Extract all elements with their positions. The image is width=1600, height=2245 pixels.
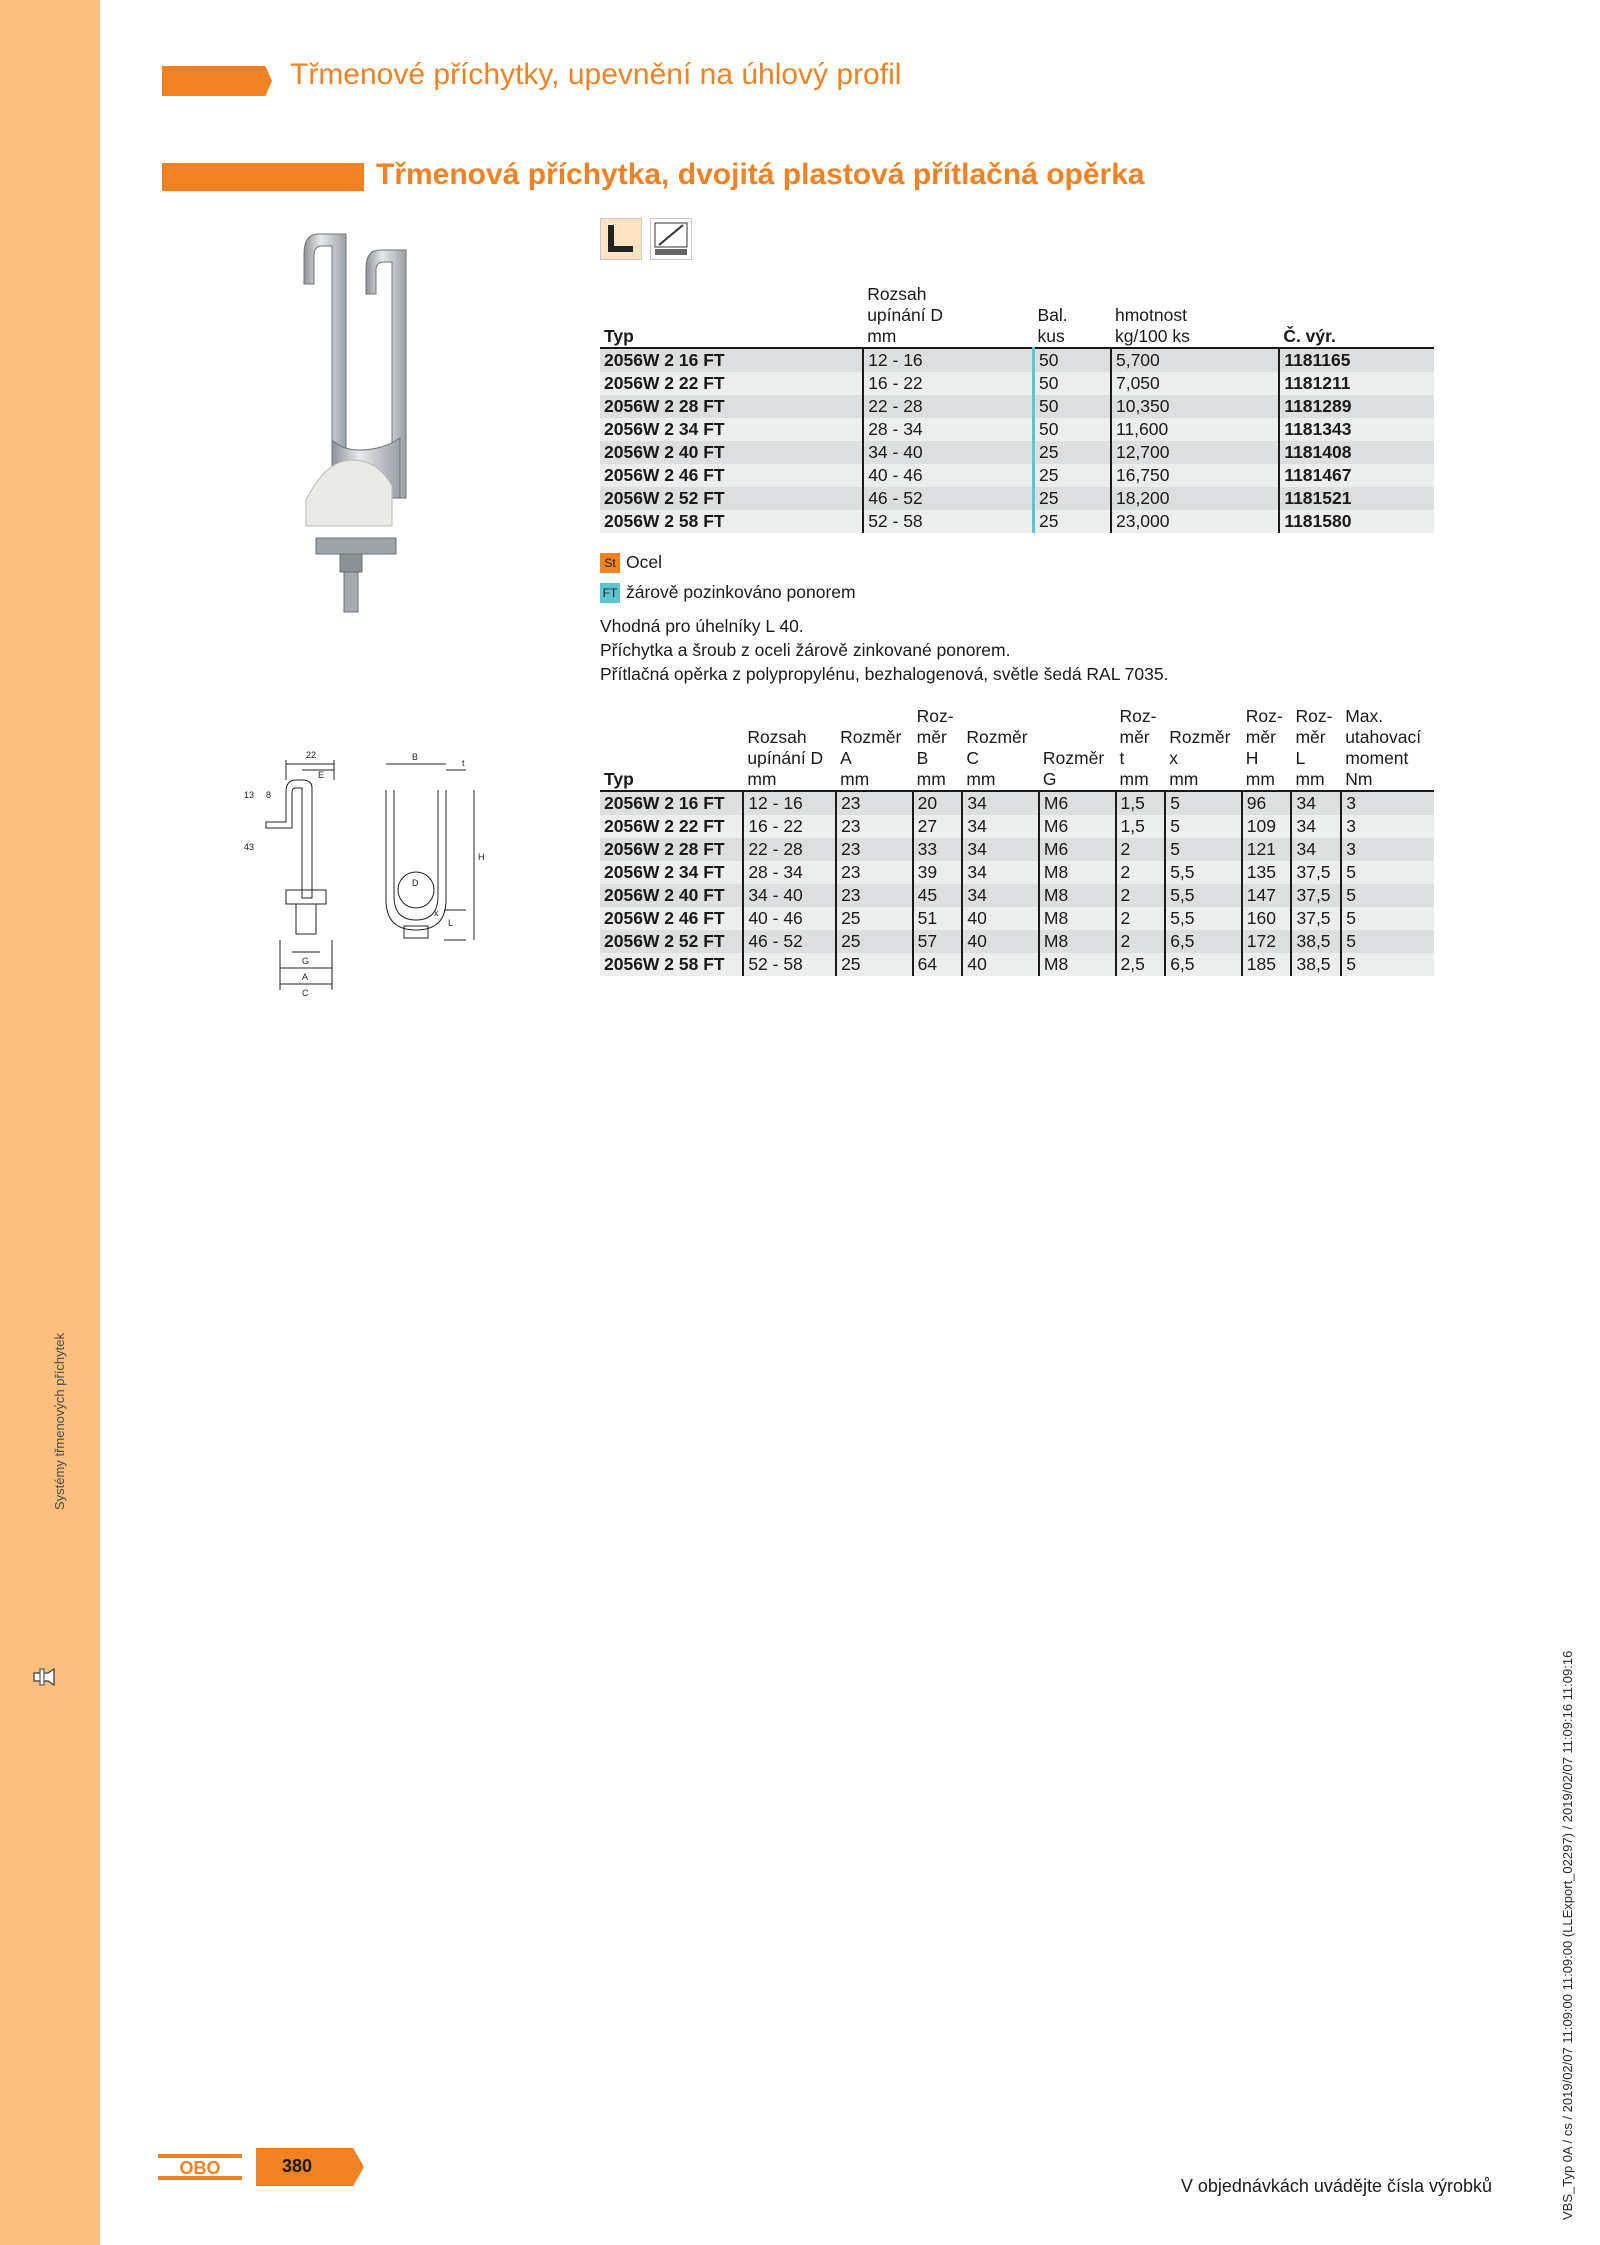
legend-chip-st: St <box>600 553 620 573</box>
product-photo <box>270 220 430 620</box>
col-a: Rozměr A mm <box>836 706 913 791</box>
dim-label-d: D <box>412 878 419 888</box>
cell-d: 40 - 46 <box>743 907 836 930</box>
cell-t: 2 <box>1116 838 1166 861</box>
cell-bal: 50 <box>1034 395 1111 418</box>
cell-x: 6,5 <box>1165 953 1242 976</box>
cell-hmotnost: 11,600 <box>1111 418 1279 441</box>
cell-bal: 50 <box>1034 372 1111 395</box>
legend-ft <box>600 582 856 603</box>
cell-h: 135 <box>1242 861 1292 884</box>
dimension-table <box>600 706 1434 976</box>
legend-label-ft: žárově pozinkováno ponorem <box>626 582 856 602</box>
cell-a: 23 <box>836 861 913 884</box>
table-row <box>600 953 1434 976</box>
cell-c: 34 <box>962 791 1039 815</box>
table-row <box>600 838 1434 861</box>
col-l: Roz- měr L mm <box>1291 706 1341 791</box>
cell-rozsah: 40 - 46 <box>863 464 1033 487</box>
legend-label-st: Ocel <box>626 552 662 572</box>
note-line: Vhodná pro úhelníky L 40. <box>600 616 804 636</box>
cell-g: M8 <box>1039 930 1116 953</box>
dim-label-l: L <box>448 918 454 928</box>
dim-label-t: t <box>462 758 465 768</box>
cell-b: 57 <box>913 930 963 953</box>
col-b: Roz- měr B mm <box>913 706 963 791</box>
cell-bal: 25 <box>1034 464 1111 487</box>
cell-t: 2 <box>1116 884 1166 907</box>
table-row <box>600 395 1434 418</box>
cell-m: 5 <box>1341 861 1434 884</box>
cell-d: 12 - 16 <box>743 791 836 815</box>
cell-g: M8 <box>1039 861 1116 884</box>
table-row <box>600 348 1434 372</box>
cell-a: 25 <box>836 907 913 930</box>
cell-m: 3 <box>1341 815 1434 838</box>
product-notes <box>600 614 1168 686</box>
cell-c: 40 <box>962 930 1039 953</box>
cell-typ: 2056W 2 28 FT <box>600 838 743 861</box>
cell-typ: 2056W 2 16 FT <box>600 348 863 372</box>
cell-x: 5 <box>1165 791 1242 815</box>
cell-d: 52 - 58 <box>743 953 836 976</box>
table-row <box>600 884 1434 907</box>
cell-x: 5 <box>1165 815 1242 838</box>
cell-bal: 25 <box>1034 441 1111 464</box>
dim-label-g: G <box>302 956 310 966</box>
cell-m: 5 <box>1341 930 1434 953</box>
dim-label-e: E <box>318 770 325 780</box>
sidebar <box>0 0 100 2245</box>
cell-m: 5 <box>1341 907 1434 930</box>
table-row <box>600 861 1434 884</box>
cell-b: 27 <box>913 815 963 838</box>
table-row <box>600 464 1434 487</box>
col-cislo: Č. výr. <box>1279 284 1434 348</box>
cell-d: 46 - 52 <box>743 930 836 953</box>
cell-l: 37,5 <box>1291 884 1341 907</box>
legend-chip-ft: FT <box>600 583 620 603</box>
note-line: Přítlačná opěrka z polypropylénu, bezhalogenová, světle šedá RAL 7035. <box>600 664 1169 684</box>
cell-rozsah: 12 - 16 <box>863 348 1033 372</box>
cell-hmotnost: 16,750 <box>1111 464 1279 487</box>
cell-c: 34 <box>962 838 1039 861</box>
cell-g: M6 <box>1039 815 1116 838</box>
cell-d: 22 - 28 <box>743 838 836 861</box>
cell-t: 1,5 <box>1116 815 1166 838</box>
cell-g: M8 <box>1039 907 1116 930</box>
cell-typ: 2056W 2 46 FT <box>600 464 863 487</box>
col-c: Rozměr C mm <box>962 706 1039 791</box>
cell-rozsah: 46 - 52 <box>863 487 1033 510</box>
cell-rozsah: 34 - 40 <box>863 441 1033 464</box>
cell-h: 96 <box>1242 791 1292 815</box>
dim-label-a: A <box>302 972 309 982</box>
cell-l: 34 <box>1291 791 1341 815</box>
cell-l: 38,5 <box>1291 930 1341 953</box>
cell-hmotnost: 7,050 <box>1111 372 1279 395</box>
cell-typ: 2056W 2 34 FT <box>600 861 743 884</box>
angle-profile-icon <box>600 218 642 260</box>
cell-hmotnost: 18,200 <box>1111 487 1279 510</box>
col-m: Max. utahovací moment Nm <box>1341 706 1434 791</box>
cell-a: 23 <box>836 815 913 838</box>
svg-text:OBO: OBO <box>179 2158 221 2178</box>
cell-bal: 25 <box>1034 510 1111 533</box>
export-meta: VBS_Typ 0A / cs / 2019/02/07 11:09:00 11:09:00 (LLExport_02297) / 2019/02/07 11:09:16 11:09:16 <box>1560 1650 1575 2220</box>
legend-st <box>600 552 662 573</box>
cell-h: 185 <box>1242 953 1292 976</box>
technical-drawing <box>236 740 486 1010</box>
dim-label-22: 22 <box>306 750 317 760</box>
sidebar-label: Systémy třmenových příchytek <box>52 1333 67 1510</box>
order-table <box>600 284 1434 533</box>
cell-x: 5,5 <box>1165 861 1242 884</box>
cell-typ: 2056W 2 28 FT <box>600 395 863 418</box>
cell-l: 34 <box>1291 815 1341 838</box>
cell-typ: 2056W 2 52 FT <box>600 487 863 510</box>
cell-h: 160 <box>1242 907 1292 930</box>
cell-a: 25 <box>836 953 913 976</box>
cell-cislo: 1181580 <box>1279 510 1434 533</box>
cell-x: 5 <box>1165 838 1242 861</box>
page-title: Třmenové příchytky, upevnění na úhlový profil <box>290 58 902 91</box>
col-rozsah: Rozsah upínání D mm <box>863 284 1033 348</box>
cell-rozsah: 52 - 58 <box>863 510 1033 533</box>
cell-cislo: 1181165 <box>1279 348 1434 372</box>
col-rozsah: Rozsah upínání D mm <box>743 706 836 791</box>
cell-cislo: 1181343 <box>1279 418 1434 441</box>
cell-g: M8 <box>1039 884 1116 907</box>
cell-typ: 2056W 2 52 FT <box>600 930 743 953</box>
cell-m: 3 <box>1341 838 1434 861</box>
cell-x: 5,5 <box>1165 884 1242 907</box>
cell-typ: 2056W 2 16 FT <box>600 791 743 815</box>
cell-typ: 2056W 2 22 FT <box>600 815 743 838</box>
cell-typ: 2056W 2 40 FT <box>600 441 863 464</box>
cell-typ: 2056W 2 46 FT <box>600 907 743 930</box>
dim-label-b: B <box>412 752 419 762</box>
cell-cislo: 1181521 <box>1279 487 1434 510</box>
col-bal: Bal. kus <box>1034 284 1111 348</box>
cell-a: 23 <box>836 838 913 861</box>
cell-a: 25 <box>836 930 913 953</box>
cell-g: M6 <box>1039 838 1116 861</box>
col-x: Rozměr x mm <box>1165 706 1242 791</box>
cell-t: 2 <box>1116 907 1166 930</box>
product-accent-bar <box>162 163 364 191</box>
cell-b: 33 <box>913 838 963 861</box>
cell-l: 34 <box>1291 838 1341 861</box>
cell-bal: 50 <box>1034 348 1111 372</box>
cell-g: M6 <box>1039 791 1116 815</box>
table-row <box>600 907 1434 930</box>
cell-hmotnost: 5,700 <box>1111 348 1279 372</box>
col-typ: Typ <box>600 284 863 348</box>
cell-d: 28 - 34 <box>743 861 836 884</box>
dim-label-13: 13 <box>244 790 255 800</box>
cell-rozsah: 28 - 34 <box>863 418 1033 441</box>
cell-typ: 2056W 2 34 FT <box>600 418 863 441</box>
cell-h: 172 <box>1242 930 1292 953</box>
cell-x: 6,5 <box>1165 930 1242 953</box>
cell-m: 5 <box>1341 884 1434 907</box>
table-row <box>600 815 1434 838</box>
dim-label-8: 8 <box>266 790 272 800</box>
cell-bal: 25 <box>1034 487 1111 510</box>
table-row <box>600 791 1434 815</box>
cell-c: 40 <box>962 953 1039 976</box>
col-typ: Typ <box>600 706 743 791</box>
halogen-free-icon <box>650 218 692 260</box>
cell-m: 3 <box>1341 791 1434 815</box>
cell-a: 23 <box>836 884 913 907</box>
cell-l: 37,5 <box>1291 861 1341 884</box>
table-row <box>600 441 1434 464</box>
col-g: Rozměr G <box>1039 706 1116 791</box>
table-row <box>600 487 1434 510</box>
property-icons <box>600 218 692 260</box>
header-accent-bar <box>162 66 272 96</box>
cell-b: 64 <box>913 953 963 976</box>
cell-h: 147 <box>1242 884 1292 907</box>
dim-label-c: C <box>302 988 309 998</box>
cell-bal: 50 <box>1034 418 1111 441</box>
cell-typ: 2056W 2 58 FT <box>600 953 743 976</box>
cell-cislo: 1181467 <box>1279 464 1434 487</box>
col-hmotnost: hmotnost kg/100 ks <box>1111 284 1279 348</box>
cell-rozsah: 22 - 28 <box>863 395 1033 418</box>
obo-logo <box>158 2152 242 2187</box>
cell-a: 23 <box>836 791 913 815</box>
cell-t: 1,5 <box>1116 791 1166 815</box>
col-h: Roz- měr H mm <box>1242 706 1292 791</box>
cell-hmotnost: 23,000 <box>1111 510 1279 533</box>
note-line: Příchytka a šroub z oceli žárově zinkované ponorem. <box>600 640 1011 660</box>
cell-cislo: 1181289 <box>1279 395 1434 418</box>
cell-c: 40 <box>962 907 1039 930</box>
cell-x: 5,5 <box>1165 907 1242 930</box>
table-row <box>600 510 1434 533</box>
table-row <box>600 372 1434 395</box>
cell-rozsah: 16 - 22 <box>863 372 1033 395</box>
cell-typ: 2056W 2 22 FT <box>600 372 863 395</box>
dim-label-h: H <box>478 852 485 862</box>
cell-l: 38,5 <box>1291 953 1341 976</box>
table-row <box>600 930 1434 953</box>
cell-d: 16 - 22 <box>743 815 836 838</box>
product-title: Třmenová příchytka, dvojitá plastová přítlačná opěrka <box>376 158 1145 191</box>
cell-c: 34 <box>962 861 1039 884</box>
cell-t: 2 <box>1116 861 1166 884</box>
cell-b: 45 <box>913 884 963 907</box>
page-number: 380 <box>282 2156 313 2176</box>
cell-b: 39 <box>913 861 963 884</box>
cell-typ: 2056W 2 40 FT <box>600 884 743 907</box>
cell-cislo: 1181408 <box>1279 441 1434 464</box>
cell-c: 34 <box>962 815 1039 838</box>
dim-label-x: x <box>434 908 439 918</box>
dim-label-43: 43 <box>244 842 255 852</box>
cell-t: 2,5 <box>1116 953 1166 976</box>
cell-typ: 2056W 2 58 FT <box>600 510 863 533</box>
clip-icon <box>32 1667 60 1692</box>
table-row <box>600 418 1434 441</box>
cell-hmotnost: 12,700 <box>1111 441 1279 464</box>
footer-note: V objednávkách uvádějte čísla výrobků <box>1180 2176 1492 2196</box>
cell-d: 34 - 40 <box>743 884 836 907</box>
cell-cislo: 1181211 <box>1279 372 1434 395</box>
cell-c: 34 <box>962 884 1039 907</box>
cell-b: 51 <box>913 907 963 930</box>
col-t: Roz- měr t mm <box>1116 706 1166 791</box>
cell-h: 121 <box>1242 838 1292 861</box>
cell-b: 20 <box>913 791 963 815</box>
cell-l: 37,5 <box>1291 907 1341 930</box>
cell-m: 5 <box>1341 953 1434 976</box>
cell-g: M8 <box>1039 953 1116 976</box>
cell-hmotnost: 10,350 <box>1111 395 1279 418</box>
cell-t: 2 <box>1116 930 1166 953</box>
cell-h: 109 <box>1242 815 1292 838</box>
